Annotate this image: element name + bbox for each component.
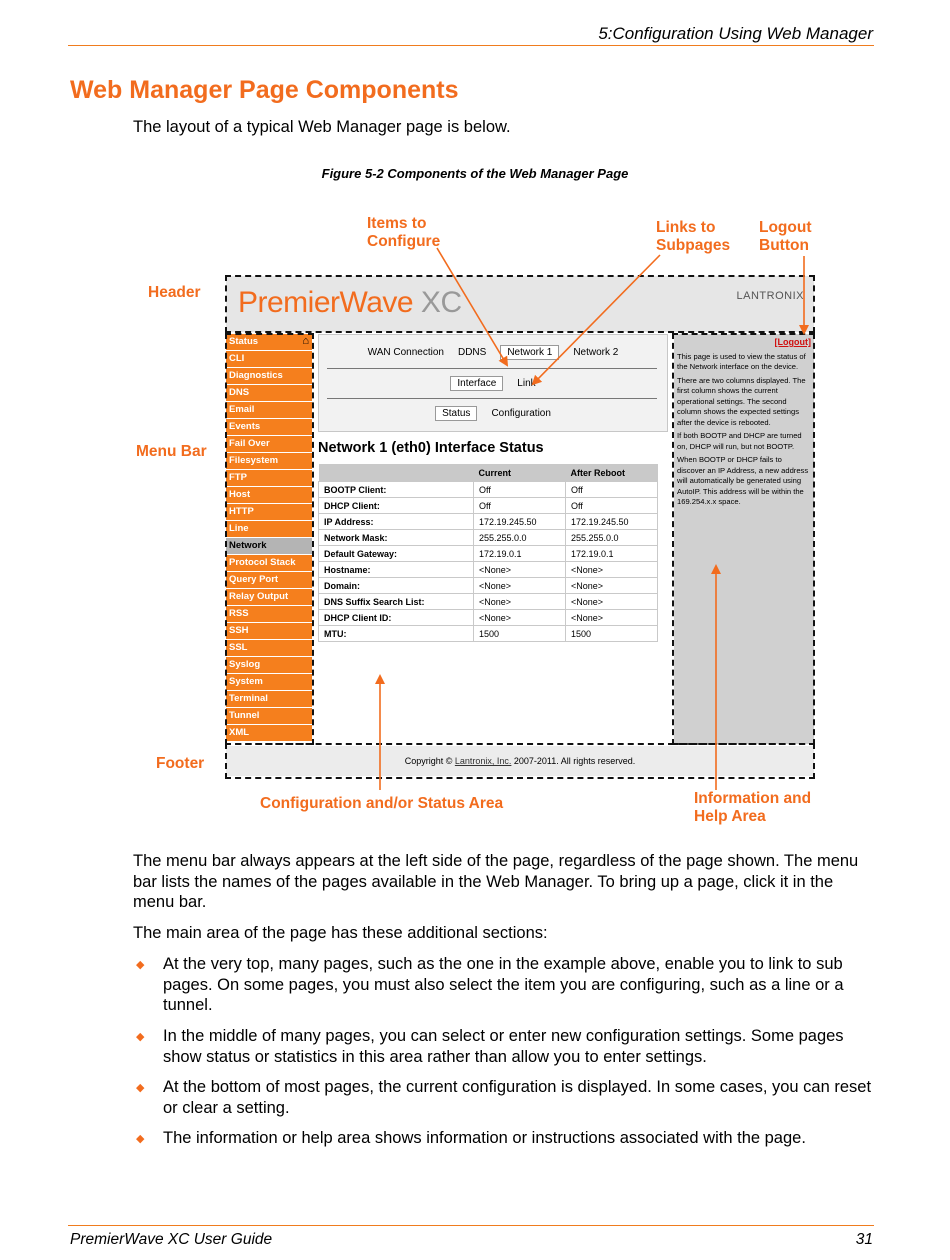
row-value: <None> <box>566 562 658 578</box>
menu-item-label: Tunnel <box>229 710 260 721</box>
row-value: Off <box>474 482 566 498</box>
nav-link-ddns[interactable]: DDNS <box>457 347 487 358</box>
arrow-links-to-subpages <box>533 255 660 384</box>
menu-item-label: CLI <box>229 353 245 364</box>
nav-link-network-2[interactable]: Network 2 <box>573 347 619 358</box>
home-icon[interactable]: ⌂ <box>302 335 309 347</box>
logout-link[interactable]: [Logout] <box>774 337 811 347</box>
intro-text: The layout of a typical Web Manager page is below. <box>133 118 511 136</box>
row-value: <None> <box>474 610 566 626</box>
callout-logout-button: Logout Button <box>759 219 812 254</box>
arrow-items-to-configure <box>437 248 507 365</box>
bullet-item: At the very top, many pages, such as the one in the example above, enable you to link to sub pages. On some pages, you must also select the item you are configuring, such as a line or a tunnel. <box>163 955 844 1014</box>
row-value: Off <box>566 498 658 514</box>
row-value: 255.255.0.0 <box>474 530 566 546</box>
menu-item-label: Host <box>229 489 251 500</box>
bullet-diamond-icon: ◆ <box>136 1082 145 1094</box>
running-header: 5:Configuration Using Web Manager <box>598 24 873 43</box>
nav-link-wan-connection[interactable]: WAN Connection <box>367 347 444 358</box>
row-value: <None> <box>474 562 566 578</box>
nav-link-network-1[interactable]: Network 1 <box>500 345 559 360</box>
row-value: 172.19.245.50 <box>566 514 658 530</box>
nav-link-link[interactable]: Link <box>517 378 536 389</box>
row-label: Default Gateway: <box>319 546 474 562</box>
lantronix-link[interactable]: Lantronix, Inc. <box>454 756 512 766</box>
row-value: <None> <box>566 578 658 594</box>
menu-item-label: SSH <box>229 625 249 636</box>
bullet-diamond-icon: ◆ <box>136 1031 145 1043</box>
row-value: <None> <box>474 578 566 594</box>
column-header: Current <box>474 464 566 482</box>
bullet-item: In the middle of many pages, you can select or enter new configuration settings. Some pages show status or statistics in this area rather than allow you to enter settings. <box>163 1027 844 1066</box>
menu-item-label: Fail Over <box>229 438 270 449</box>
footer-rule <box>68 1225 874 1226</box>
menu-item-label: System <box>229 676 263 687</box>
menu-item-label: Diagnostics <box>229 370 283 381</box>
row-value: 1500 <box>566 626 658 642</box>
menu-item-label: Query Port <box>229 574 279 585</box>
help-paragraph: There are two columns displayed. The first column shows the current operational settings. The second column shows the expected settings after the device is rebooted. <box>677 375 806 427</box>
row-value: <None> <box>474 594 566 610</box>
callout-links-to-subpages: Links to Subpages <box>656 219 731 254</box>
menu-item-label: RSS <box>229 608 249 619</box>
row-value: 255.255.0.0 <box>566 530 658 546</box>
help-paragraph: This page is used to view the status of the Network interface on the device. <box>677 351 806 371</box>
row-label: BOOTP Client: <box>319 482 474 498</box>
bullet-item: At the bottom of most pages, the current configuration is displayed. In some cases, you can reset or clear a setting. <box>163 1078 872 1117</box>
nav-link-interface[interactable]: Interface <box>450 376 503 391</box>
figure-caption: Figure 5-2 Components of the Web Manager Page <box>321 166 629 181</box>
menu-item-label: Events <box>229 421 261 432</box>
callout-header: Header <box>148 284 201 301</box>
menu-item-label: DNS <box>229 387 250 398</box>
menu-item-label: HTTP <box>229 506 254 517</box>
column-header: After Reboot <box>566 464 658 482</box>
menu-item-label: Network <box>229 540 267 551</box>
menu-item-label: Filesystem <box>229 455 279 466</box>
menu-item-label: Protocol Stack <box>229 557 296 568</box>
menu-item-label: Terminal <box>229 693 268 704</box>
row-value: 172.19.0.1 <box>474 546 566 562</box>
help-paragraph: If both BOOTP and DHCP are turned on, DHCP will run, but not BOOTP. <box>677 431 802 451</box>
row-value: Off <box>566 482 658 498</box>
nav-link-configuration[interactable]: Configuration <box>491 408 551 419</box>
row-label: MTU: <box>319 626 474 642</box>
row-value: <None> <box>566 594 658 610</box>
callout-config-area: Configuration and/or Status Area <box>260 795 504 812</box>
bullet-diamond-icon: ◆ <box>136 1133 145 1145</box>
menu-item-label: Syslog <box>229 659 261 670</box>
nav-link-status[interactable]: Status <box>435 406 477 421</box>
bullet-diamond-icon: ◆ <box>136 959 145 971</box>
row-label: DNS Suffix Search List: <box>319 594 474 610</box>
menu-item-label: Status <box>229 336 259 347</box>
menu-item-label: SSL <box>229 642 248 653</box>
row-value: Off <box>474 498 566 514</box>
row-value: 172.19.245.50 <box>474 514 566 530</box>
bullet-item: The information or help area shows information or instructions associated with the page. <box>163 1129 806 1147</box>
section-title: Network 1 (eth0) Interface Status <box>318 440 544 456</box>
row-label: IP Address: <box>319 514 474 530</box>
row-label: Hostname: <box>319 562 474 578</box>
lantronix-logo: LANTRONIX <box>736 290 804 302</box>
menu-item-label: FTP <box>229 472 247 483</box>
copyright-prefix: Copyright © <box>404 756 455 766</box>
callout-menu-bar: Menu Bar <box>136 443 207 460</box>
row-value: 172.19.0.1 <box>566 546 658 562</box>
menu-item-label: Email <box>229 404 255 415</box>
row-value: <None> <box>566 610 658 626</box>
row-label: DHCP Client: <box>319 498 474 514</box>
callout-items-to-configure: Items to Configure <box>367 215 441 250</box>
copyright-suffix: 2007-2011. All rights reserved. <box>511 756 636 766</box>
row-value: 1500 <box>474 626 566 642</box>
paragraph-menu-bar: The menu bar always appears at the left side of the page, regardless of the page shown. The menu bar lists the names of the pages available in the Web Manager. To bring up a page, click it in the menu bar. <box>133 852 859 911</box>
page-number: 31 <box>855 1231 873 1248</box>
row-label: Domain: <box>319 578 474 594</box>
row-label: DHCP Client ID: <box>319 610 474 626</box>
footer-doc-title: PremierWave XC User Guide <box>70 1231 273 1248</box>
page-title: Web Manager Page Components <box>70 76 459 104</box>
row-label: Network Mask: <box>319 530 474 546</box>
callout-info-area: Information and Help Area <box>694 790 812 825</box>
help-paragraph: When BOOTP or DHCP fails to discover an IP Address, a new address will automatically be generated using AutoIP. This address will be within the 169.254.x.x space. <box>677 455 809 506</box>
menu-item-label: XML <box>229 727 250 738</box>
menu-item-label: Line <box>229 523 249 534</box>
premierwave-logo: PremierWave XC <box>238 286 462 319</box>
menu-item-label: Relay Output <box>229 591 289 602</box>
paragraph-main-area: The main area of the page has these additional sections: <box>133 924 548 942</box>
callout-footer: Footer <box>156 755 205 772</box>
